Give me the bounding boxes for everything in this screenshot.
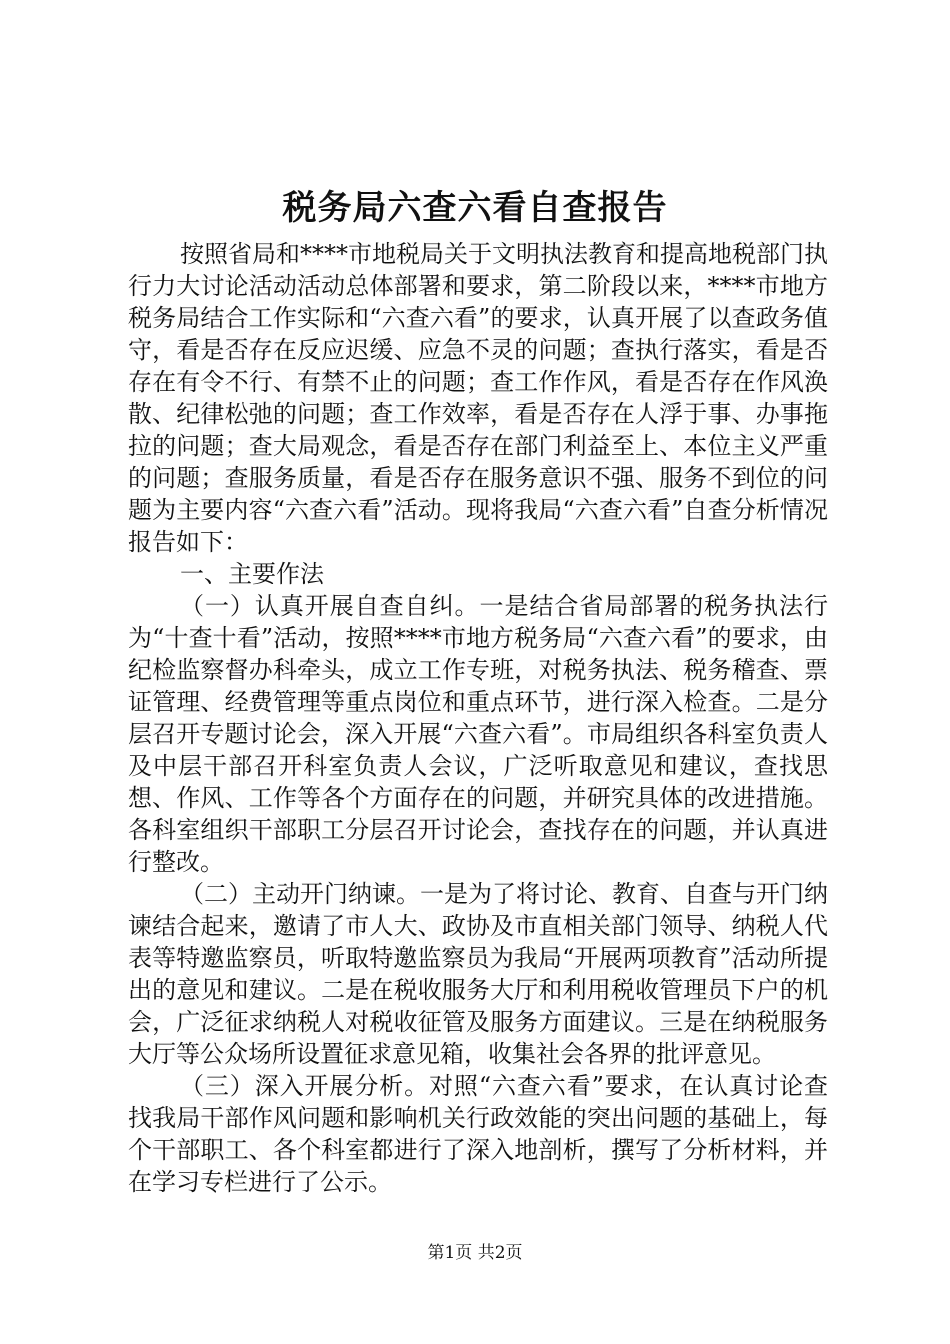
- paragraph-in-depth-analysis: （三）深入开展分析。对照“六查六看”要求，在认真讨论查找我局干部作风问题和影响机关行政效能的突出问题的基础上，每个干部职工、各个科室都进行了深入地剖析，撰写了分析材料，并在学习专栏进行了公示。: [128, 1072, 828, 1196]
- paragraph-self-inspection: （一）认真开展自查自纠。一是结合省局部署的税务执法行为“十查十看”活动，按照****市地方税务局“六查六看”的要求，由纪检监察督办科牵头，成立工作专班，对税务执法、税务稽查、票证管理、经费管理等重点岗位和重点环节，进行深入检查。二是分层召开专题讨论会，深入开展“六查六看”。市局组织各科室负责人及中层干部召开科室负责人会议，广泛听取意见和建议，查找思想、作风、工作等各个方面存在的问题，并研究具体的改进措施。各科室组织干部职工分层召开讨论会，查找存在的问题，并认真进行整改。: [128, 592, 828, 876]
- document-body: [128, 238, 828, 1198]
- page-number-label: 第1页 共2页: [427, 1243, 523, 1263]
- page-footer: [0, 1241, 950, 1265]
- intro-paragraph: 按照省局和****市地税局关于文明执法教育和提高地税部门执行力大讨论活动活动总体部署和要求，第二阶段以来，****市地方税务局结合工作实际和“六查六看”的要求，认真开展了以查政务值守，看是否存在反应迟缓、应急不灵的问题；查执行落实，看是否存在有令不行、有禁不止的问题；查工作作风，看是否存在作风涣散、纪律松弛的问题；查工作效率，看是否存在人浮于事、办事拖拉的问题；查大局观念，看是否存在部门利益至上、本位主义严重的问题；查服务质量，看是否存在服务意识不强、服务不到位的问题为主要内容“六查六看”活动。现将我局“六查六看”自查分析情况报告如下：: [128, 240, 828, 556]
- paragraph-open-advice: （二）主动开门纳谏。一是为了将讨论、教育、自查与开门纳谏结合起来，邀请了市人大、政协及市直相关部门领导、纳税人代表等特邀监察员，听取特邀监察员为我局“开展两项教育”活动所提出的意见和建议。二是在税收服务大厅和利用税收管理员下户的机会，广泛征求纳税人对税收征管及服务方面建议。三是在纳税服务大厅等公众场所设置征求意见箱，收集社会各界的批评意见。: [128, 880, 828, 1068]
- section-heading-main-methods: 一、主要作法: [180, 560, 324, 588]
- document-title: 税务局六查六看自查报告: [282, 188, 668, 228]
